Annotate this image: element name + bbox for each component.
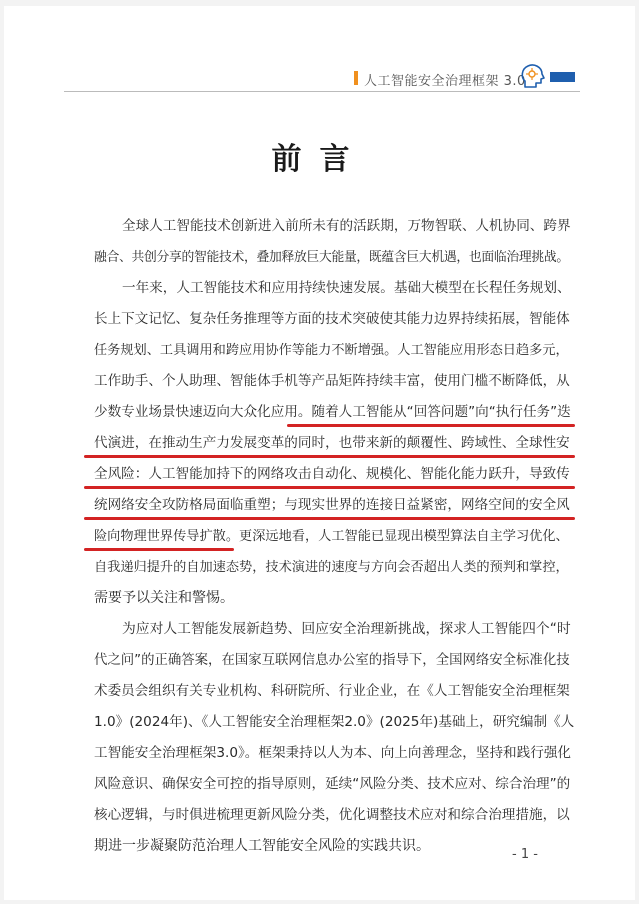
text-line: 代之问”的正确答案，在国家互联网信息办公室的指导下，全国网络安全标准化技	[94, 653, 570, 668]
ai-head-icon	[517, 61, 547, 91]
text-line: 全球人工智能技术创新进入前所未有的活跃期，万物智联、人机协同、跨界	[122, 218, 571, 234]
text-line: 少数专业场景快速迈向大众化应用。随着人工智能从“回答问题”向“执行任务”迭	[94, 404, 571, 420]
document-body	[94, 211, 574, 862]
header-color-block	[550, 72, 575, 82]
text-line: 工智能安全治理框架3.0》。框架秉持以人为本、向上向善理念，坚持和践行强化	[94, 745, 572, 761]
page-header	[4, 6, 635, 96]
paragraph-1	[94, 211, 574, 273]
document-page	[4, 6, 635, 900]
text-line: 一年来，人工智能技术和应用持续快速发展。基础大模型在长程任务规划、	[122, 280, 571, 296]
highlight-underline	[287, 424, 575, 427]
text-line: 统网络安全攻防格局面临重塑；与现实世界的连接日益紧密，网络空间的安全风	[94, 497, 570, 513]
highlight-underline	[84, 486, 575, 489]
paragraph-3	[94, 614, 574, 862]
highlight-underline	[84, 455, 575, 458]
text-line: 代演进，在推动生产力发展变革的同时，也带来新的颠覆性、跨域性、全球性安	[94, 435, 570, 451]
text-line: 风险意识、确保安全可控的指导原则，延续“风险分类、技术应对、综合治理”的	[94, 776, 571, 792]
text-line: 自我递归提升的自加速态势，技术演进的速度与方向会否超出人类的预判和掌控，	[94, 560, 569, 575]
text-line: 全风险：人工智能加持下的网络攻击自动化、规模化、智能化能力跃升，导致传	[94, 466, 570, 482]
text-line: 核心逻辑，与时俱进梳理更新风险分类，优化调整技术应对和综合治理措施，以	[94, 807, 570, 823]
header-accent-bar	[354, 71, 358, 85]
text-line: 险向物理世界传导扩散。更深远地看，人工智能已显现出模型算法自主学习优化、	[94, 529, 569, 544]
text-line: 工作助手、个人助理、智能体手机等产品矩阵持续丰富，使用门槛不断降低，从	[94, 373, 570, 389]
text-line: 1.0》(2024年)、《人工智能安全治理框架2.0》(2025年)基础上，研究编制《人	[94, 714, 575, 730]
text-line: 长上下文记忆、复杂任务推理等方面的技术突破使其能力边界持续拓展，智能体	[94, 311, 570, 327]
text-line: 任务规划、工具调用和跨应用协作等能力不断增强。人工智能应用形态日趋多元，	[94, 343, 569, 358]
header-title: 人工智能安全治理框架 3.0	[364, 74, 526, 89]
text-line: 术委员会组织有关专业机构、科研院所、行业企业，在《人工智能安全治理框架	[94, 683, 570, 699]
highlight-underline	[84, 517, 575, 520]
highlight-underline	[84, 548, 234, 551]
text-line: 为应对人工智能发展新趋势、回应安全治理新挑战，探求人工智能四个“时	[122, 621, 571, 637]
paragraph-2	[94, 273, 574, 614]
header-divider	[64, 91, 580, 92]
page-number: - 1 -	[512, 847, 538, 862]
text-line: 期进一步凝聚防范治理人工智能安全风险的实践共识。	[94, 838, 430, 854]
text-line: 需要予以关注和警惕。	[94, 590, 234, 606]
page-title: 前言	[271, 142, 368, 177]
text-line: 融合、共创分享的智能技术，叠加释放巨大能量，既蕴含巨大机遇，也面临治理挑战。	[94, 250, 569, 265]
